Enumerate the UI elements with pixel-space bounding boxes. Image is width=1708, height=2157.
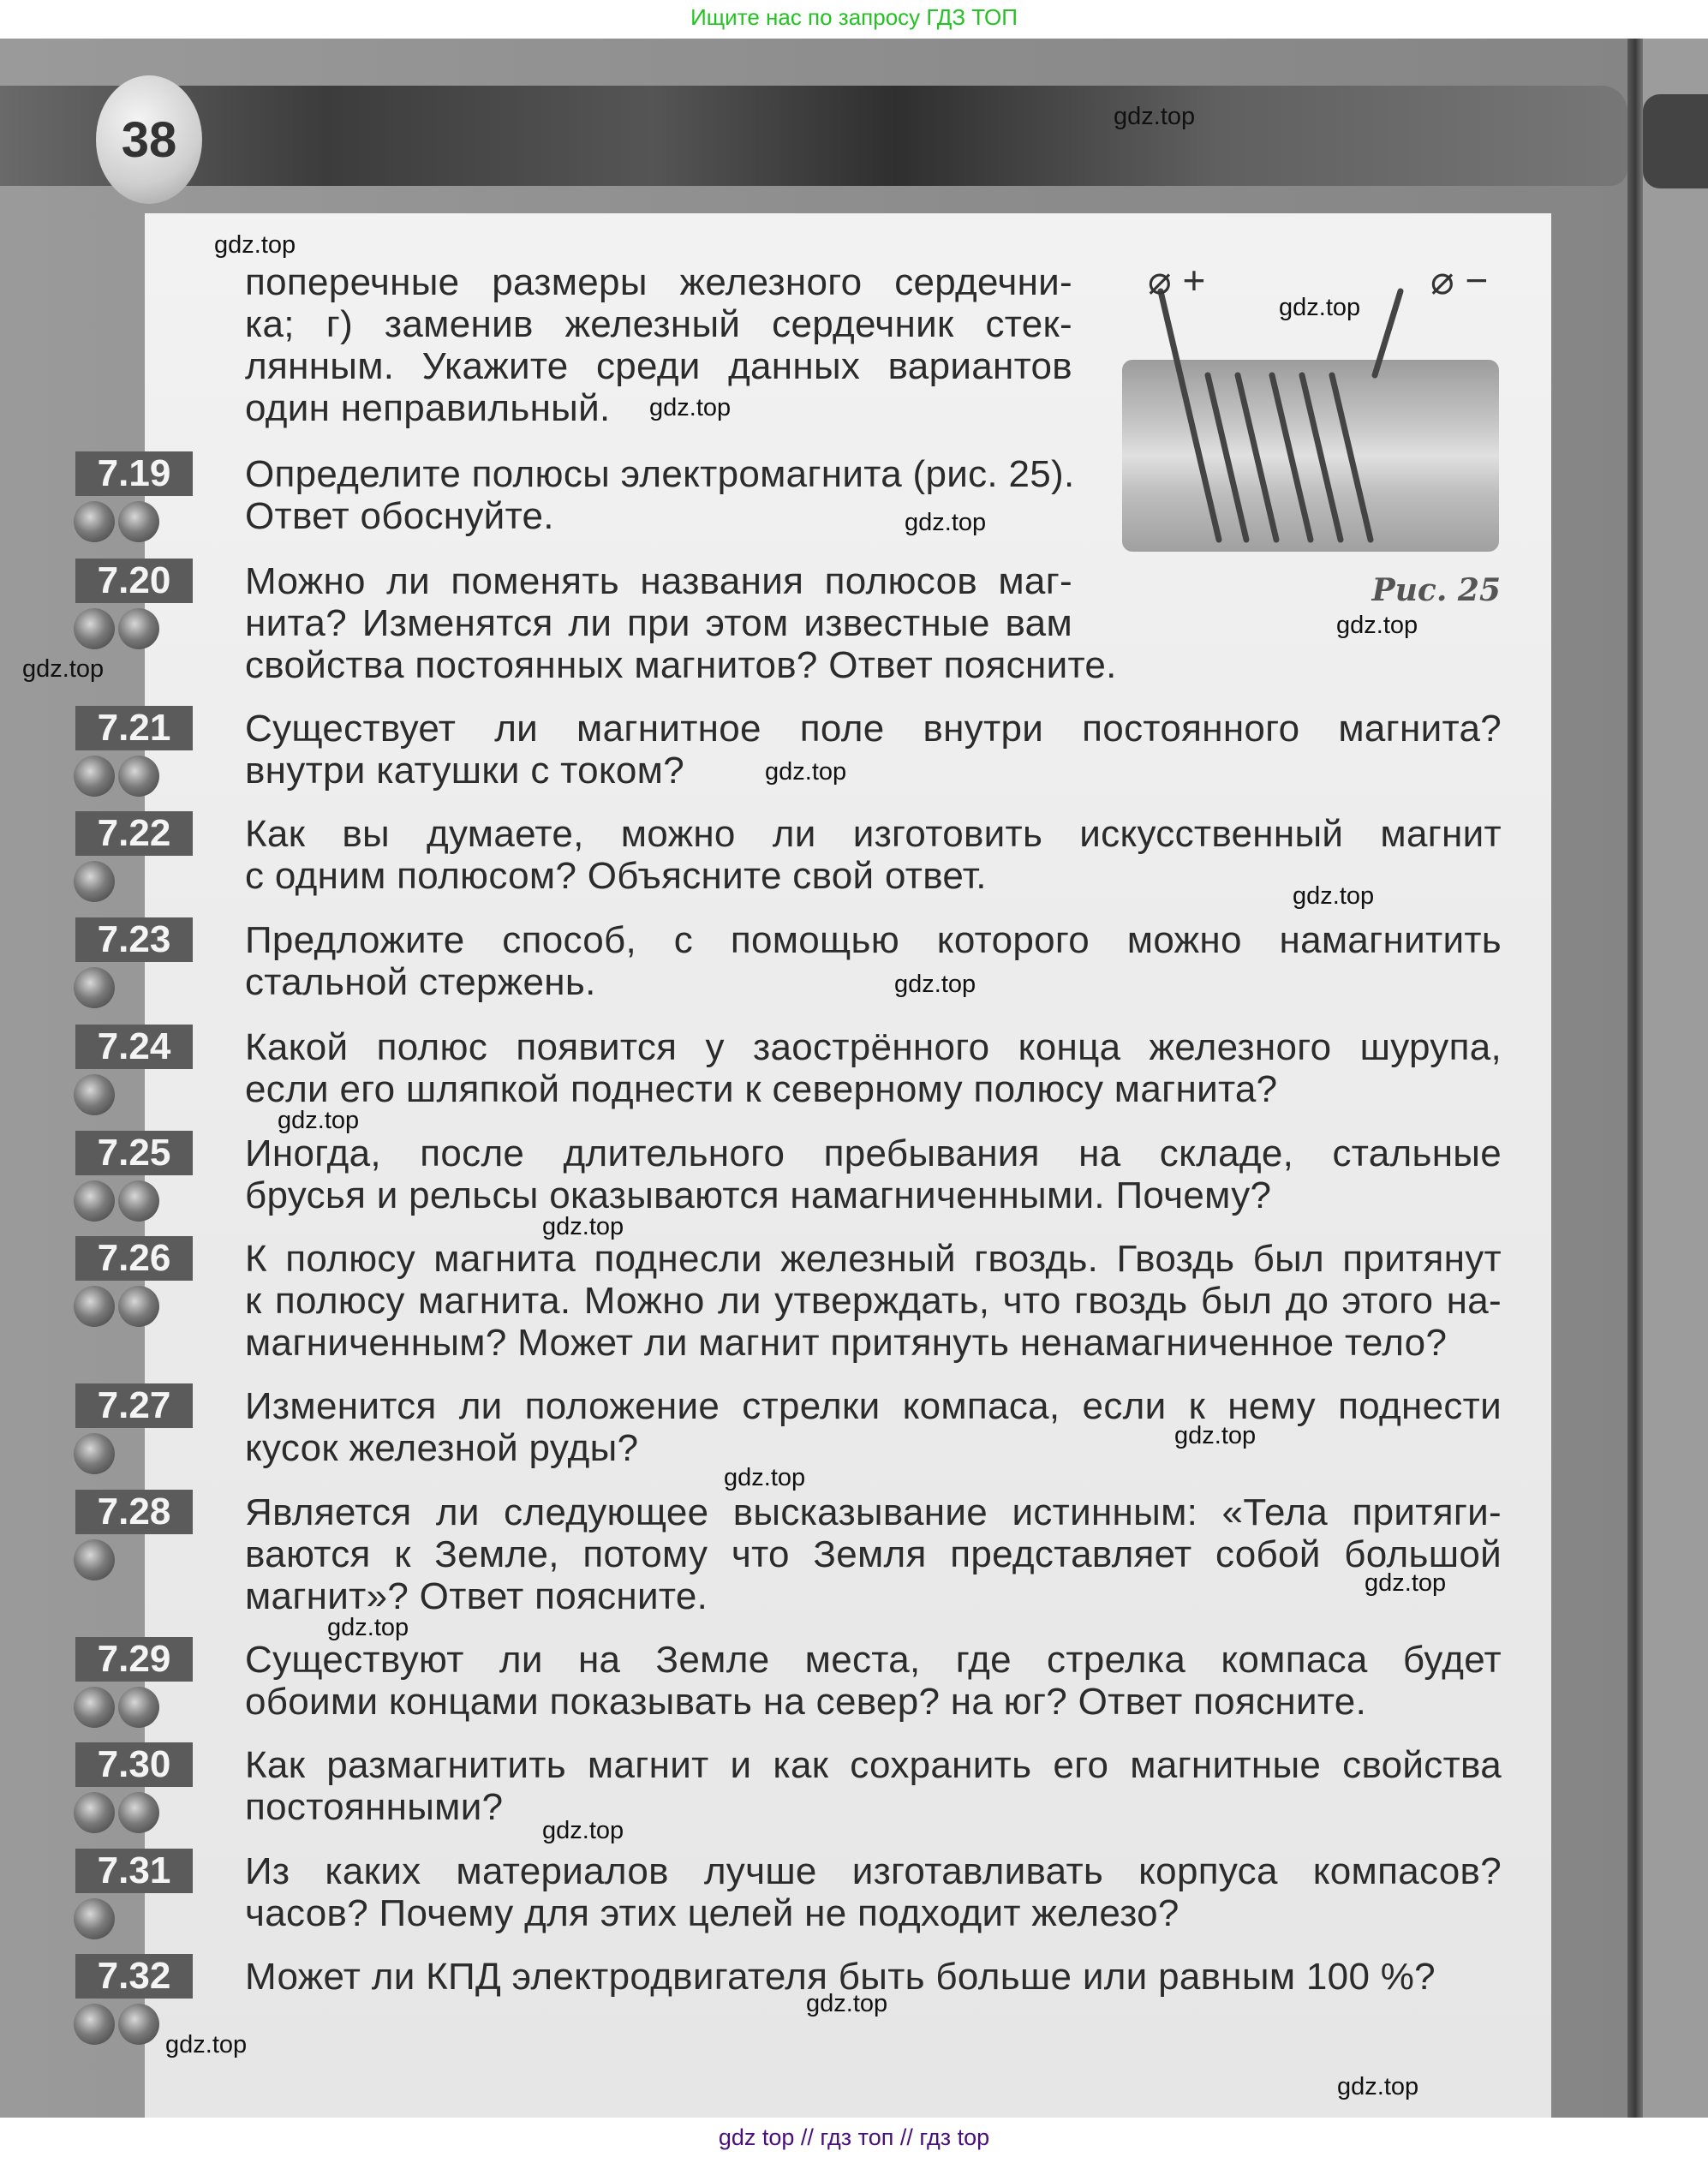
text-line: поперечные размеры железного сердечни-: [245, 261, 1072, 303]
difficulty-indicator: [74, 756, 163, 798]
problem-number-badge: 7.19: [75, 451, 193, 496]
watermark-text: gdz.top: [214, 231, 296, 259]
text-line: К полюсу магнита поднесли железный гвоздь. Гвоздь был притянут: [245, 1238, 1502, 1280]
problem-text: [245, 1639, 1502, 1723]
top-banner: [0, 0, 1708, 39]
text-line: Из каких материалов лучше изготавливать корпуса компасов?: [245, 1850, 1502, 1892]
iron-core-cylinder: [1122, 360, 1499, 552]
difficulty-ball-icon: [74, 501, 115, 542]
watermark-text: gdz.top: [894, 971, 976, 998]
text-line: нита? Изменятся ли при этом известные вам: [245, 602, 1072, 644]
text-line: магниченным? Может ли магнит притянуть ненамагниченное тело?: [245, 1322, 1448, 1364]
watermark-text: gdz.top: [165, 2031, 248, 2058]
text-line: Существуют ли на Земле места, где стрелка компаса будет: [245, 1639, 1502, 1681]
problem-text: [245, 1238, 1502, 1364]
text-line: постоянными?: [245, 1786, 504, 1828]
difficulty-ball-icon: [74, 967, 115, 1008]
watermark-text: gdz.top: [327, 1614, 409, 1641]
difficulty-ball-icon: [74, 1792, 115, 1833]
next-page-header-band: [1643, 94, 1708, 188]
difficulty-ball-icon: [118, 501, 159, 542]
terminal-minus-label: ⌀ −: [1430, 258, 1489, 302]
problem-text: [245, 919, 1502, 1003]
difficulty-ball-icon: [118, 756, 159, 797]
watermark-text: gdz.top: [649, 394, 732, 421]
text-line: Может ли КПД электродвигателя быть больше или равным 100 %?: [245, 1956, 1436, 1998]
difficulty-ball-icon: [74, 1286, 115, 1327]
watermark-text: gdz.top: [905, 509, 987, 536]
next-page-edge: [1643, 39, 1708, 2118]
problem-text: [245, 1026, 1502, 1110]
watermark-text: gdz.top: [1279, 294, 1361, 321]
watermark-text: gdz.top: [1337, 2073, 1419, 2100]
problem-text: [245, 1132, 1502, 1216]
problem-text: [245, 1385, 1502, 1469]
difficulty-ball-icon: [118, 608, 159, 649]
problem-number-badge: 7.21: [75, 706, 193, 750]
watermark-text: gdz.top: [542, 1213, 624, 1240]
text-line: Можно ли поменять названия полюсов маг-: [245, 560, 1072, 602]
problem-text: [245, 560, 1117, 686]
text-line: Изменится ли положение стрелки компаса, если к нему поднести: [245, 1385, 1502, 1427]
top-banner-text: Ищите нас по запросу ГДЗ ТОП: [690, 4, 1018, 30]
difficulty-indicator: [74, 967, 118, 1010]
text-line: магнит»? Ответ поясните.: [245, 1575, 708, 1617]
watermark-text: gdz.top: [1174, 1422, 1257, 1449]
text-line: кусок железной руды?: [245, 1427, 639, 1469]
difficulty-ball-icon: [74, 1074, 115, 1115]
text-line: ка; г) заменив железный сердечник стек-: [245, 303, 1072, 345]
watermark-text: gdz.top: [22, 655, 105, 683]
difficulty-ball-icon: [118, 1687, 159, 1728]
text-line: Предложите способ, с помощью которого можно намагнитить: [245, 919, 1502, 961]
page-number: 38: [96, 75, 202, 204]
difficulty-ball-icon: [74, 1180, 115, 1222]
difficulty-indicator: [74, 1687, 163, 1730]
book-spine: [1627, 39, 1643, 2118]
difficulty-indicator: [74, 861, 118, 904]
difficulty-indicator: [74, 1074, 118, 1117]
footer-text: gdz top // гдз топ // гдз top: [718, 2124, 990, 2150]
difficulty-indicator: [74, 1792, 163, 1835]
text-line: один неправильный.: [245, 387, 611, 429]
problem-number-badge: 7.22: [75, 811, 193, 856]
watermark-text: gdz.top: [1293, 882, 1375, 910]
problem-text: [245, 1744, 1502, 1828]
difficulty-ball-icon: [74, 1539, 115, 1580]
text-line: с одним полюсом? Объясните свой ответ.: [245, 855, 987, 897]
text-line: Является ли следующее высказывание истинным: «Тела притяги-: [245, 1491, 1502, 1533]
difficulty-ball-icon: [74, 1687, 115, 1728]
problem-number-badge: 7.23: [75, 917, 193, 962]
text-line: стальной стержень.: [245, 961, 596, 1003]
watermark-text: gdz.top: [765, 758, 847, 786]
text-line: брусья и рельсы оказываются намагниченными. Почему?: [245, 1174, 1272, 1216]
difficulty-ball-icon: [118, 2004, 159, 2045]
difficulty-indicator: [74, 1180, 163, 1223]
difficulty-indicator: [74, 1286, 163, 1329]
figure-caption: Рис. 25: [1371, 572, 1501, 608]
difficulty-indicator: [74, 608, 163, 651]
footer: [0, 2118, 1708, 2157]
problem-number-badge: 7.20: [75, 559, 193, 603]
difficulty-ball-icon: [74, 1433, 115, 1474]
watermark-text: gdz.top: [1365, 1569, 1447, 1597]
problem-number-badge: 7.29: [75, 1637, 193, 1682]
problem-number-badge: 7.32: [75, 1954, 193, 1999]
problem-text: [245, 708, 1502, 792]
problem-text: [245, 1491, 1502, 1617]
problem-number-badge: 7.31: [75, 1849, 193, 1893]
watermark-text: gdz.top: [1114, 103, 1196, 130]
difficulty-ball-icon: [118, 1792, 159, 1833]
watermark-text: gdz.top: [542, 1817, 624, 1844]
text-line: Иногда, после длительного пребывания на складе, стальные: [245, 1132, 1502, 1174]
text-line: внутри катушки с током?: [245, 750, 685, 792]
difficulty-ball-icon: [74, 1898, 115, 1939]
text-line: лянным. Укажите среди данных вариантов: [245, 345, 1072, 387]
text-line: Как вы думаете, можно ли изготовить искусственный магнит: [245, 813, 1502, 855]
difficulty-indicator: [74, 1433, 118, 1476]
difficulty-ball-icon: [74, 861, 115, 902]
text-line: часов? Почему для этих целей не подходит железо?: [245, 1892, 1179, 1934]
watermark-text: gdz.top: [806, 1990, 888, 2017]
text-line: Какой полюс появится у заострённого конца железного шурупа,: [245, 1026, 1502, 1068]
header-photo-band: [0, 86, 1627, 186]
text-line: Как размагнитить магнит и как сохранить его магнитные свойства: [245, 1744, 1502, 1786]
difficulty-indicator: [74, 1539, 118, 1582]
difficulty-indicator: [74, 1898, 118, 1941]
text-line: ваются к Земле, потому что Земля представляет собой большой: [245, 1533, 1502, 1575]
difficulty-ball-icon: [118, 1286, 159, 1327]
problem-number-badge: 7.24: [75, 1025, 193, 1069]
text-line: к полюсу магнита. Можно ли утверждать, что гвоздь был до этого на-: [245, 1280, 1502, 1322]
problem-number-badge: 7.28: [75, 1490, 193, 1534]
text-line: обоими концами показывать на север? на юг? Ответ поясните.: [245, 1681, 1367, 1723]
text-line: свойства постоянных магнитов? Ответ поясните.: [245, 644, 1117, 686]
difficulty-ball-icon: [74, 608, 115, 649]
difficulty-indicator: [74, 2004, 163, 2046]
text-line: Определите полюсы электромагнита (рис. 25).: [245, 453, 1075, 495]
difficulty-indicator: [74, 501, 163, 544]
problem-number-badge: 7.27: [75, 1383, 193, 1428]
watermark-text: gdz.top: [278, 1107, 360, 1134]
difficulty-ball-icon: [118, 1180, 159, 1222]
text-line: Существует ли магнитное поле внутри постоянного магнита?: [245, 708, 1502, 750]
terminal-plus-label: ⌀ +: [1148, 258, 1206, 302]
watermark-text: gdz.top: [724, 1464, 806, 1491]
text-line: Ответ обоснуйте.: [245, 495, 554, 537]
problem-number-badge: 7.30: [75, 1742, 193, 1787]
text-line: если его шляпкой поднести к северному полюсу магнита?: [245, 1068, 1278, 1110]
problem-number-badge: 7.25: [75, 1131, 193, 1175]
difficulty-ball-icon: [74, 756, 115, 797]
difficulty-ball-icon: [74, 2004, 115, 2045]
watermark-text: gdz.top: [1336, 612, 1418, 639]
problem-number-badge: 7.26: [75, 1236, 193, 1281]
problem-text: [245, 1850, 1502, 1934]
